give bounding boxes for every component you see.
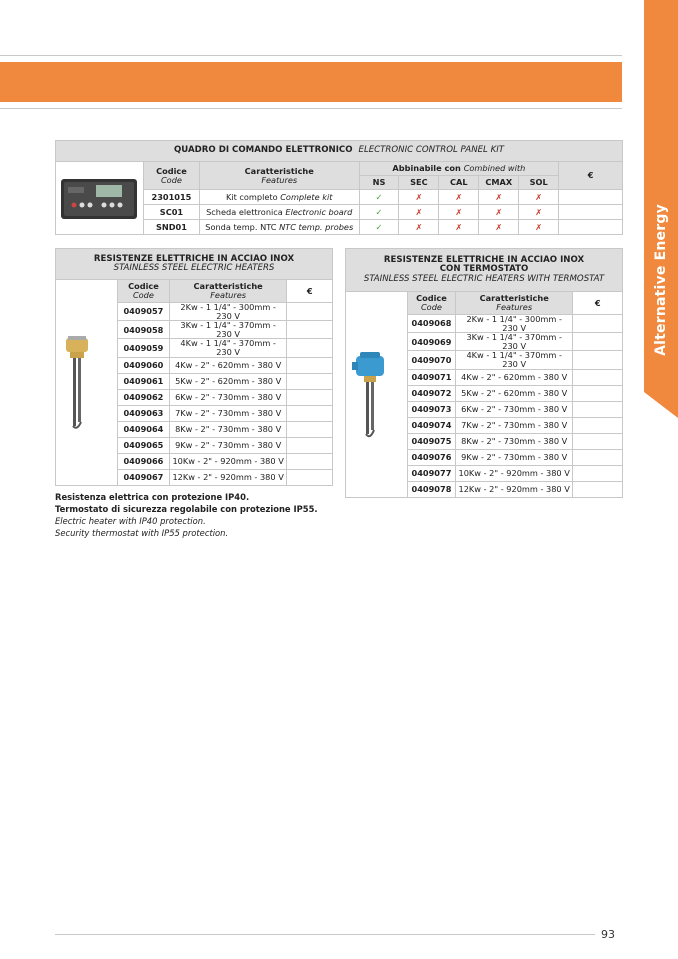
thermostat-heater-icon: [346, 344, 406, 444]
cross-icon: ✗: [479, 220, 519, 235]
thermostat-features-header: Caratteristiche Features: [455, 292, 572, 315]
price-cell: [573, 481, 623, 497]
product-features: 7Kw - 2" - 730mm - 380 V: [169, 405, 286, 421]
product-features: Scheda elettronica Electronic board: [199, 205, 359, 220]
product-features: 2Kw - 1 1/4" - 300mm - 230 V: [169, 303, 286, 321]
product-features: 10Kw - 2" - 920mm - 380 V: [455, 465, 572, 481]
footer-rule: [55, 934, 595, 935]
product-code: 0409076: [407, 449, 455, 465]
thermostat-price-header: €: [573, 292, 623, 315]
product-code: 0409072: [407, 385, 455, 401]
product-features: 4Kw - 1 1/4" - 370mm - 230 V: [455, 351, 572, 369]
panel-combined-header: Abbinabile con Combined with: [359, 162, 559, 176]
price-cell: [287, 389, 333, 405]
control-panel-image: [56, 162, 144, 235]
product-features: 3Kw - 1 1/4" - 370mm - 230 V: [455, 333, 572, 351]
product-code: 0409075: [407, 433, 455, 449]
heaters-features-header: Caratteristiche Features: [169, 280, 286, 303]
product-code: 0409065: [117, 437, 169, 453]
price-cell: [287, 303, 333, 321]
cross-icon: ✗: [519, 190, 559, 205]
note-it-2: Termostato di sicurezza regolabile con protezione IP55.: [55, 504, 318, 514]
product-code: 0409070: [407, 351, 455, 369]
note-en-2: Security thermostat with IP55 protection.: [55, 528, 229, 538]
cross-icon: ✗: [439, 190, 479, 205]
price-cell: [573, 385, 623, 401]
price-cell: [573, 333, 623, 351]
cross-icon: ✗: [439, 205, 479, 220]
product-code: 0409060: [117, 357, 169, 373]
price-cell: [559, 190, 623, 205]
product-code: 0409071: [407, 369, 455, 385]
product-code: 0409073: [407, 401, 455, 417]
cross-icon: ✗: [479, 205, 519, 220]
product-code: 0409068: [407, 315, 455, 333]
header-orange-bar: [0, 62, 622, 102]
product-code: 2301015: [143, 190, 199, 205]
price-cell: [573, 449, 623, 465]
page-number: 93: [601, 928, 615, 941]
price-cell: [287, 421, 333, 437]
product-features: 8Kw - 2" - 730mm - 380 V: [169, 421, 286, 437]
thermostat-code-header: Codice Code: [407, 292, 455, 315]
price-cell: [287, 339, 333, 357]
panel-features-header: Caratteristiche Features: [199, 162, 359, 190]
panel-title: QUADRO DI COMANDO ELETTRONICO ELECTRONIC CONTROL PANEL KIT: [56, 141, 623, 162]
product-code: 0409077: [407, 465, 455, 481]
product-features: Sonda temp. NTC NTC temp. probes: [199, 220, 359, 235]
product-code: 0409067: [117, 469, 169, 485]
product-features: 7Kw - 2" - 730mm - 380 V: [455, 417, 572, 433]
product-code: 0409066: [117, 453, 169, 469]
panel-code-header: Codice Code: [143, 162, 199, 190]
product-features: 8Kw - 2" - 730mm - 380 V: [455, 433, 572, 449]
thermostat-heater-image: [346, 292, 408, 498]
heaters-title: RESISTENZE ELETTRICHE IN ACCIAO INOX STAINLESS STEEL ELECTRIC HEATERS: [56, 249, 333, 280]
control-panel-icon: [56, 165, 142, 229]
product-features: 5Kw - 2" - 620mm - 380 V: [455, 385, 572, 401]
combo-col-sec: SEC: [399, 176, 439, 190]
note-it-1: Resistenza elettrica con protezione IP40.: [55, 492, 250, 502]
product-code: SND01: [143, 220, 199, 235]
product-features: 4Kw - 2" - 620mm - 380 V: [169, 357, 286, 373]
cross-icon: ✗: [519, 205, 559, 220]
check-icon: ✓: [359, 220, 399, 235]
product-code: 0409059: [117, 339, 169, 357]
price-cell: [573, 433, 623, 449]
price-cell: [287, 373, 333, 389]
thermostat-heaters-title: RESISTENZE ELETTRICHE IN ACCIAO INOX CON TERMOSTATO STAINLESS STEEL ELECTRIC HEATERS WITH TERMOSTAT: [346, 249, 623, 292]
price-cell: [573, 351, 623, 369]
check-icon: ✓: [359, 205, 399, 220]
combo-col-cmax: CMAX: [479, 176, 519, 190]
product-features: 3Kw - 1 1/4" - 370mm - 230 V: [169, 321, 286, 339]
heaters-table: [55, 248, 333, 486]
product-code: 0409064: [117, 421, 169, 437]
price-cell: [559, 220, 623, 235]
heaters-price-header: €: [287, 280, 333, 303]
product-code: SC01: [143, 205, 199, 220]
combo-col-cal: CAL: [439, 176, 479, 190]
cross-icon: ✗: [519, 220, 559, 235]
product-features: 12Kw - 2" - 920mm - 380 V: [169, 469, 286, 485]
cross-icon: ✗: [399, 220, 439, 235]
price-cell: [287, 357, 333, 373]
product-features: 4Kw - 2" - 620mm - 380 V: [455, 369, 572, 385]
thermostat-heaters-table: [345, 248, 623, 498]
price-cell: [559, 205, 623, 220]
product-features: 2Kw - 1 1/4" - 300mm - 230 V: [455, 315, 572, 333]
price-cell: [287, 405, 333, 421]
heaters-code-header: Codice Code: [117, 280, 169, 303]
product-features: 10Kw - 2" - 920mm - 380 V: [169, 453, 286, 469]
combo-col-sol: SOL: [519, 176, 559, 190]
price-cell: [573, 465, 623, 481]
combo-col-ns: NS: [359, 176, 399, 190]
product-code: 0409078: [407, 481, 455, 497]
product-features: 9Kw - 2" - 730mm - 380 V: [455, 449, 572, 465]
cross-icon: ✗: [399, 205, 439, 220]
heater-icon: [56, 332, 116, 432]
price-cell: [573, 369, 623, 385]
price-cell: [287, 321, 333, 339]
control-panel-table: [55, 140, 623, 235]
product-features: 6Kw - 2" - 730mm - 380 V: [169, 389, 286, 405]
product-code: 0409069: [407, 333, 455, 351]
price-cell: [287, 453, 333, 469]
top-rule: [0, 55, 622, 56]
check-icon: ✓: [359, 190, 399, 205]
product-features: Kit completo Complete kit: [199, 190, 359, 205]
price-cell: [573, 315, 623, 333]
price-cell: [573, 417, 623, 433]
header-rule: [0, 108, 622, 109]
product-code: 0409057: [117, 303, 169, 321]
product-features: 4Kw - 1 1/4" - 370mm - 230 V: [169, 339, 286, 357]
product-features: 12Kw - 2" - 920mm - 380 V: [455, 481, 572, 497]
product-code: 0409058: [117, 321, 169, 339]
product-code: 0409062: [117, 389, 169, 405]
price-cell: [573, 401, 623, 417]
product-features: 6Kw - 2" - 730mm - 380 V: [455, 401, 572, 417]
product-features: 9Kw - 2" - 730mm - 380 V: [169, 437, 286, 453]
product-features: 5Kw - 2" - 620mm - 380 V: [169, 373, 286, 389]
product-code: 0409063: [117, 405, 169, 421]
cross-icon: ✗: [439, 220, 479, 235]
note-en-1: Electric heater with IP40 protection.: [55, 516, 206, 526]
product-code: 0409074: [407, 417, 455, 433]
cross-icon: ✗: [479, 190, 519, 205]
price-cell: [287, 437, 333, 453]
side-tab-label: Alternative Energy: [653, 204, 669, 356]
heater-image: [56, 280, 118, 486]
product-code: 0409061: [117, 373, 169, 389]
panel-price-header: €: [559, 162, 623, 190]
cross-icon: ✗: [399, 190, 439, 205]
price-cell: [287, 469, 333, 485]
product-notes: [55, 491, 318, 539]
